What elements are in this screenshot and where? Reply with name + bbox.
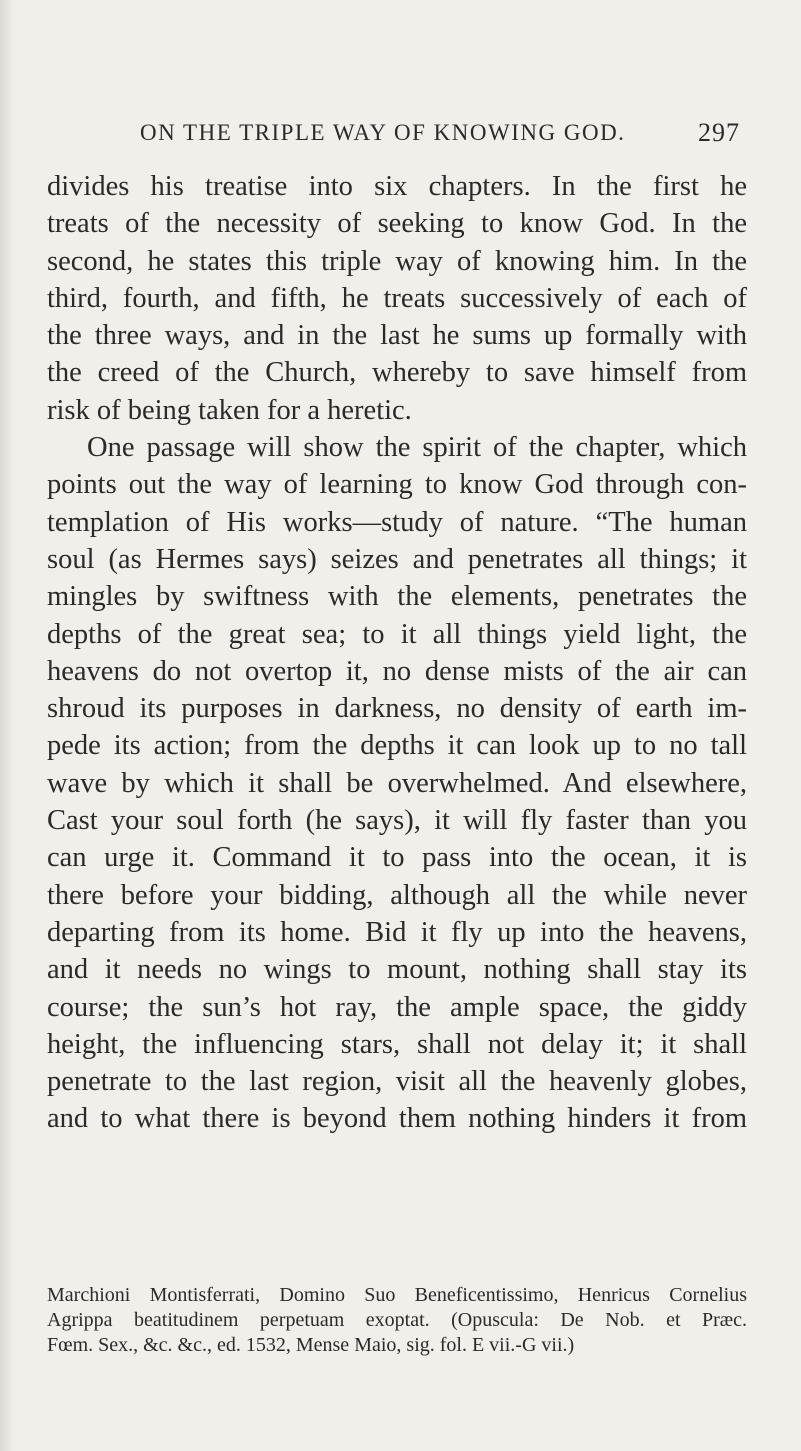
footnote-line: Marchioni Montisferrati, Domino Suo Beneficentissimo, Henricus Cornelius [47,1284,747,1306]
footnote [47,1283,747,1358]
text-line: the three ways, and in the last he sums up formally with [47,320,747,352]
text-line: shroud its purposes in darkness, no density of earth im- [47,693,747,725]
text-line: the creed of the Church, whereby to save himself from [47,357,747,389]
text-line: pede its action; from the depths it can look up to no tall [47,730,747,762]
text-line: wave by which it shall be overwhelmed. And elsewhere, [47,767,747,799]
text-line: can urge it. Command it to pass into the ocean, it is [47,842,747,874]
text-line: One passage will show the spirit of the chapter, which [87,432,747,464]
text-line: soul (as Hermes says) seizes and penetrates all things; it [47,543,747,575]
gutter-shadow [0,0,14,1451]
running-title: ON THE TRIPLE WAY OF KNOWING GOD. [140,120,626,145]
running-head [140,120,740,160]
text-line: second, he states this triple way of knowing him. In the [47,245,747,277]
text-line: third, fourth, and fifth, he treats successively of each of [47,282,747,314]
footnote-line: Fœm. Sex., &c. &c., ed. 1532, Mense Maio, sig. fol. E vii.-G vii.) [47,1334,575,1356]
text-line: mingles by swiftness with the elements, penetrates the [47,581,747,613]
text-line: and it needs no wings to mount, nothing shall stay its [47,954,747,986]
text-line: points out the way of learning to know God through con- [47,469,747,501]
text-line: Cast your soul forth (he says), it will fly faster than you [47,805,747,837]
text-line: and to what there is beyond them nothing hinders it from [47,1103,747,1135]
body-text [47,168,747,1138]
text-line: treats of the necessity of seeking to know God. In the [47,208,747,240]
footnote-line: Agrippa beatitudinem perpetuam exoptat. (Opuscula: De Nob. et Præc. [47,1309,747,1331]
text-line: there before your bidding, although all the while never [47,879,747,911]
text-line: heavens do not overtop it, no dense mists of the air can [47,655,747,687]
text-line: risk of being taken for a heretic. [47,394,412,426]
page-number: 297 [698,118,740,147]
text-line: course; the sun’s hot ray, the ample space, the giddy [47,991,747,1023]
text-line: templation of His works—study of nature. “The human [47,506,747,538]
text-line: penetrate to the last region, visit all the heavenly globes, [47,1066,747,1098]
text-line: divides his treatise into six chapters. In the first he [47,171,747,202]
text-line: depths of the great sea; to it all things yield light, the [47,618,747,650]
text-line: departing from its home. Bid it fly up into the heavens, [47,916,747,948]
text-line: height, the influencing stars, shall not delay it; it shall [47,1028,747,1060]
